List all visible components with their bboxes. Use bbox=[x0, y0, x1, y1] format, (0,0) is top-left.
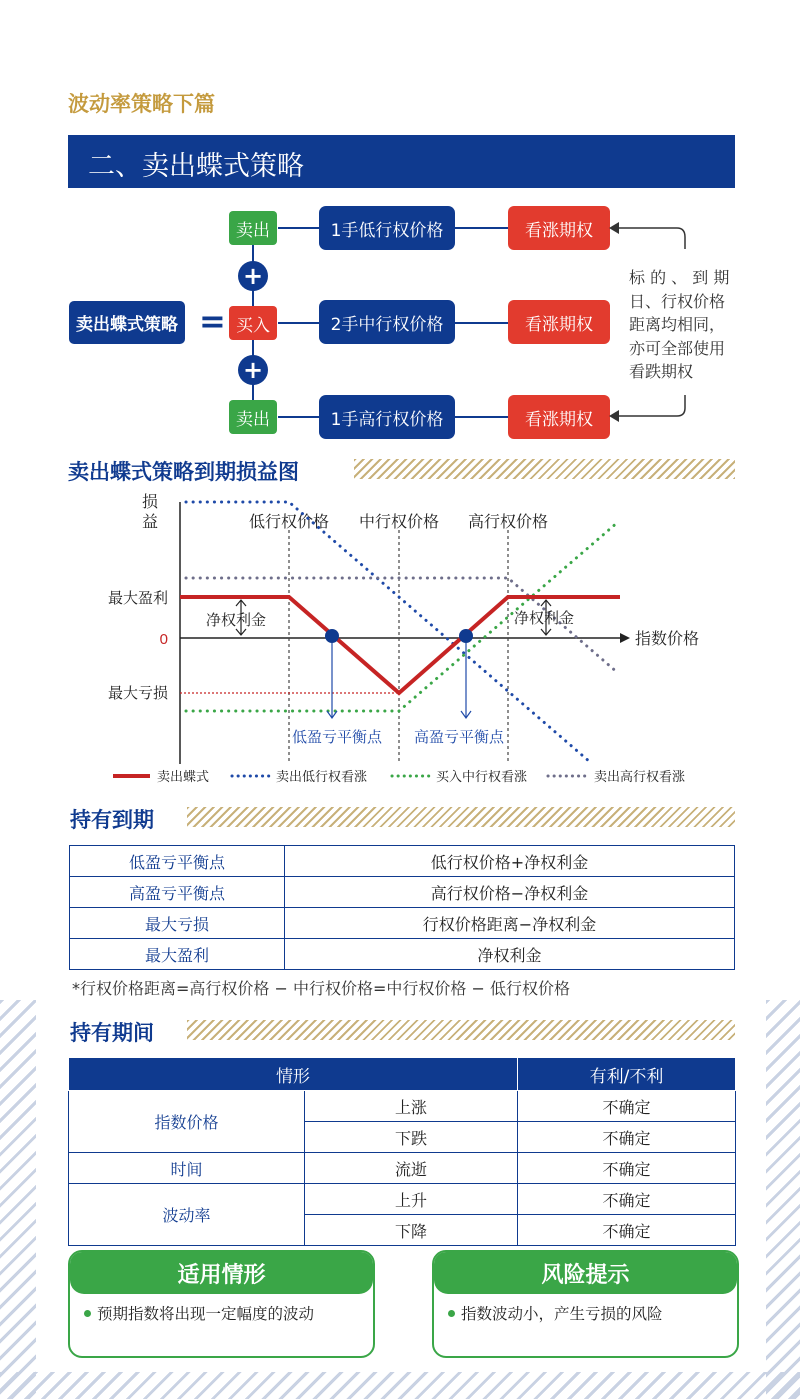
legend-label: 卖出高行权看涨 bbox=[594, 769, 686, 784]
plus-icon: + bbox=[238, 355, 268, 385]
hold-period-table bbox=[68, 1057, 736, 1246]
payoff-chart bbox=[0, 490, 800, 790]
y-tick-zero: 0 bbox=[159, 631, 168, 648]
x-tick-low: 低行权价格 bbox=[248, 514, 330, 531]
legend-label: 卖出蝶式 bbox=[157, 769, 210, 784]
hold-period-title: 持有期间 bbox=[70, 1021, 154, 1045]
breakeven-high-label: 高盈亏平衡点 bbox=[413, 729, 505, 746]
strategy-label: 卖出蝶式策略 bbox=[69, 301, 185, 344]
series-title: 波动率策略下篇 bbox=[68, 92, 215, 116]
bullet-icon bbox=[448, 1310, 455, 1317]
y-label-2: 益 bbox=[142, 514, 159, 531]
chart-section-title: 卖出蝶式策略到期损益图 bbox=[68, 460, 299, 484]
card-text: 预期指数将出现一定幅度的波动 bbox=[97, 1305, 315, 1323]
applicable-scenario-card bbox=[68, 1250, 375, 1358]
card-title: 适用情形 bbox=[70, 1252, 373, 1294]
qty-row1: 1手低行权价格 bbox=[319, 206, 455, 250]
card-title: 风险提示 bbox=[434, 1252, 737, 1294]
section-title: 二、卖出蝶式策略 bbox=[88, 151, 304, 182]
y-tick-max-profit: 最大盈利 bbox=[107, 590, 168, 607]
bullet-icon bbox=[84, 1310, 91, 1317]
background-stripes-bottom bbox=[0, 1372, 800, 1399]
plus-icon: + bbox=[238, 261, 268, 291]
y-label-1: 损 bbox=[142, 494, 159, 511]
title-hatch bbox=[187, 1020, 735, 1040]
background-stripes-left bbox=[0, 1000, 36, 1399]
table-header-row: 情形 有利/不利 bbox=[69, 1058, 736, 1091]
qty-row2: 2手中行权价格 bbox=[319, 300, 455, 344]
x-tick-mid: 中行权价格 bbox=[358, 514, 440, 531]
table-row: 波动率 上升 不确定 bbox=[69, 1184, 736, 1215]
type-row2: 看涨期权 bbox=[508, 300, 610, 344]
risk-warning-card bbox=[432, 1250, 739, 1358]
type-row1: 看涨期权 bbox=[508, 206, 610, 250]
net-premium-label-left: 净权利金 bbox=[206, 612, 267, 629]
legend bbox=[113, 769, 685, 784]
equals-sign: = bbox=[199, 302, 226, 340]
x-axis-label: 指数价格 bbox=[635, 631, 700, 648]
background-stripes-right bbox=[766, 1000, 800, 1399]
legend-label: 卖出低行权看涨 bbox=[276, 769, 368, 784]
net-premium-label-right: 净权利金 bbox=[514, 610, 575, 627]
qty-row3: 1手高行权价格 bbox=[319, 395, 455, 439]
hold-expiry-title: 持有到期 bbox=[70, 808, 154, 832]
breakeven-low-point bbox=[325, 629, 339, 643]
hold-expiry-table bbox=[69, 845, 735, 970]
table-row: 最大盈利 净权利金 bbox=[70, 939, 735, 970]
action-row1: 卖出 bbox=[229, 211, 277, 245]
series-sell-low-call bbox=[186, 502, 590, 762]
breakeven-low-label: 低盈亏平衡点 bbox=[291, 729, 383, 746]
x-axis-arrow bbox=[620, 633, 630, 643]
table-row: 下降 不确定 bbox=[69, 1215, 736, 1246]
action-row3: 卖出 bbox=[229, 400, 277, 434]
title-hatch bbox=[187, 807, 735, 827]
x-tick-high: 高行权价格 bbox=[467, 514, 549, 531]
table-row: 低盈亏平衡点 低行权价格+净权利金 bbox=[70, 846, 735, 877]
title-hatch bbox=[354, 459, 735, 479]
card-text: 指数波动小，产生亏损的风险 bbox=[461, 1305, 663, 1323]
action-row2: 买入 bbox=[229, 306, 277, 340]
y-tick-max-loss: 最大亏损 bbox=[107, 685, 168, 702]
table-row: 最大亏损 行权价格距离−净权利金 bbox=[70, 908, 735, 939]
type-row3: 看涨期权 bbox=[508, 395, 610, 439]
hold-expiry-footnote: *行权价格距离=高行权价格 − 中行权价格=中行权价格 − 低行权价格 bbox=[72, 979, 570, 998]
legend-label: 买入中行权看涨 bbox=[436, 769, 528, 784]
table-row: 时间 流逝 不确定 bbox=[69, 1153, 736, 1184]
table-row: 指数价格 上涨 不确定 bbox=[69, 1091, 736, 1122]
note-text: 标 的 、 到 期 日、行权价格 距离均相同， 亦可全部使用 看跌期权 bbox=[629, 268, 730, 381]
table-row: 下跌 不确定 bbox=[69, 1122, 736, 1153]
breakeven-high-point bbox=[459, 629, 473, 643]
table-row: 高盈亏平衡点 高行权价格−净权利金 bbox=[70, 877, 735, 908]
